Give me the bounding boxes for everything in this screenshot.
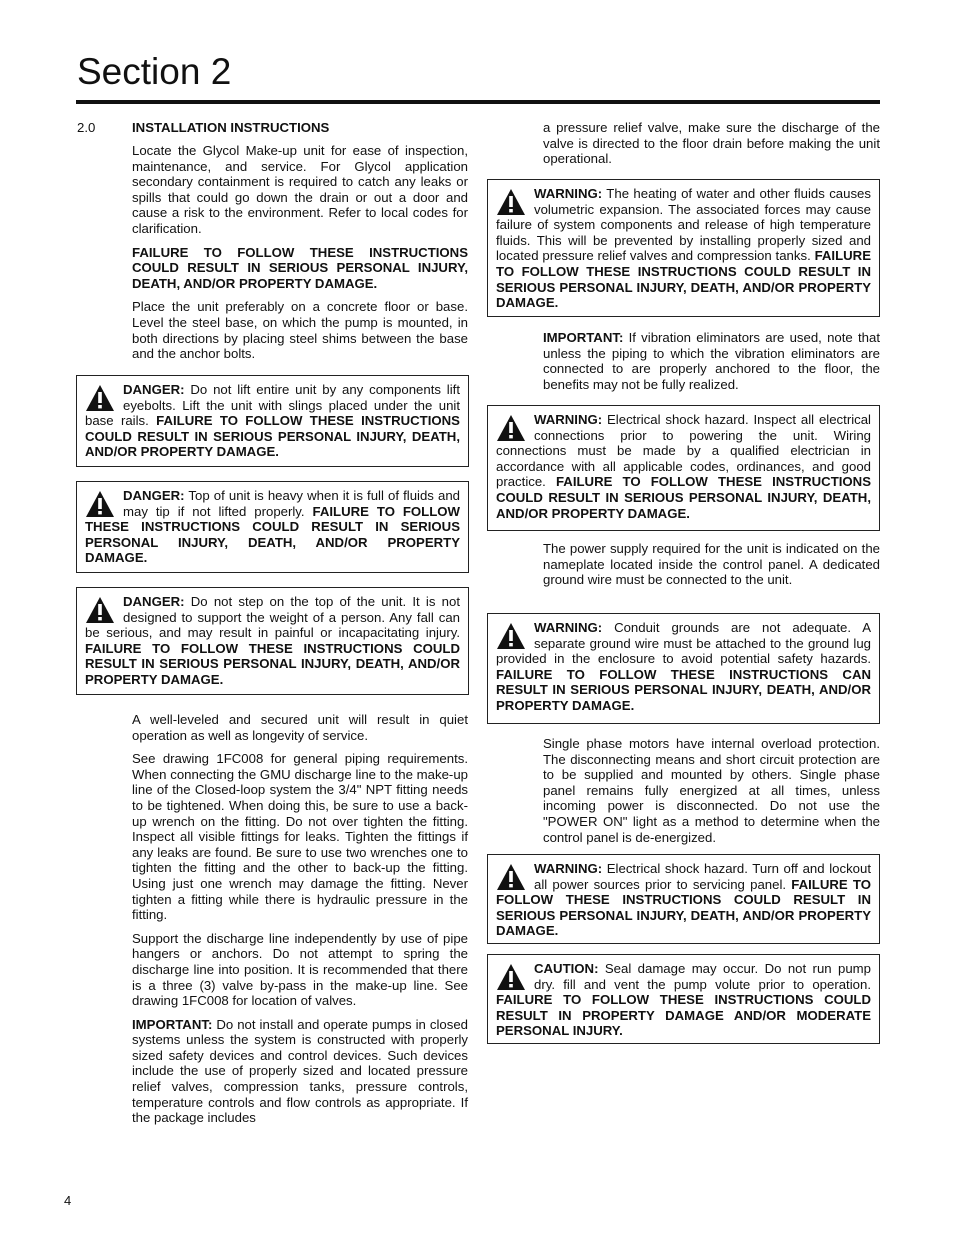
caution-box-seal <box>487 954 880 1044</box>
warning-box-lockout <box>487 854 880 944</box>
danger-box-step <box>76 587 469 695</box>
warning-text: Electrical shock hazard. Inspect all electrical connections prior to powering the unit. Wiring connections must be made by a qualified electrician in accordance with all applicable codes, ordinances, and good practice. <box>496 412 871 490</box>
right-paragraph-1: a pressure relief valve, make sure the discharge of the valve is directed to the floor drain before making the unit operational. <box>543 120 880 167</box>
warning-label: WARNING: <box>534 620 603 635</box>
warning-triangle-icon <box>496 963 526 991</box>
title-rule <box>76 100 880 104</box>
warning-failure-text: FAILURE TO FOLLOW THESE INSTRUCTIONS COULD RESULT IN SERIOUS PERSONAL INJURY, DEATH, AND/OR PROPERTY DAMAGE. <box>496 474 871 521</box>
right-paragraph-4: Single phase motors have internal overload protection. The disconnecting means and short circuit protection are to be supplied and mounted by others. Single phase panel remains fully energized at all times, unless incoming power is disconnected. Do not use the "POWER ON" light as a method to determine when the control panel is de-energized. <box>543 736 880 845</box>
warning-triangle-icon <box>85 596 115 624</box>
warning-label: WARNING: <box>534 186 603 201</box>
right-column-intro <box>543 120 880 167</box>
danger-label: DANGER: <box>123 488 185 503</box>
warning-failure-text: FAILURE TO FOLLOW THESE INSTRUCTIONS CAN RESULT IN SERIOUS PERSONAL INJURY, DEATH, AND/OR PROPERTY DAMAGE. <box>496 666 871 713</box>
warning-text: Electrical shock hazard. Turn off and lockout all power sources prior to servicing panel. <box>534 861 871 892</box>
warning-failure-text: FAILURE TO FOLLOW THESE INSTRUCTIONS COULD RESULT IN SERIOUS PERSONAL INJURY, DEATH, AND/OR PROPERTY DAMAGE. <box>496 248 871 311</box>
danger-label: DANGER: <box>123 594 185 609</box>
warning-triangle-icon <box>496 414 526 442</box>
left-failure-notice: FAILURE TO FOLLOW THESE INSTRUCTIONS COULD RESULT IN SERIOUS PERSONAL INJURY, DEATH, AND/OR PROPERTY DAMAGE. <box>132 244 468 291</box>
warning-text: Conduit grounds are not adequate. A separate ground wire must be attached to the ground lug provided in the enclosure to avoid potential safety hazards. <box>496 620 871 667</box>
danger-failure-text: FAILURE TO FOLLOW THESE INSTRUCTIONS COULD RESULT IN SERIOUS PERSONAL INJURY, DEATH, AND/OR PROPERTY DAMAGE. <box>85 503 461 566</box>
page-title: Section 2 <box>77 51 232 92</box>
danger-failure-text: FAILURE TO FOLLOW THESE INSTRUCTIONS COULD RESULT IN SERIOUS PERSONAL INJURY, DEATH, AND/OR PROPERTY DAMAGE. <box>85 413 460 460</box>
warning-label: WARNING: <box>534 861 603 876</box>
important-label: IMPORTANT: <box>543 330 624 345</box>
danger-box-heavy <box>76 481 469 573</box>
left-paragraph-7: Do not install and operate pumps in closed systems unless the system is constructed with properly sized safety devices and control devices. Such devices include the use of properly sized and located pressure relief valves, compression tanks, pressure controls, temperature controls and flow controls as appropriate. If the package includes <box>132 1016 468 1126</box>
danger-text: Top of unit is heavy when it is full of fluids and may tip if not lifted properly. <box>123 488 460 519</box>
left-column-body <box>132 712 468 1126</box>
warning-triangle-icon <box>496 188 526 216</box>
danger-failure-text: FAILURE TO FOLLOW THESE INSTRUCTIONS COULD RESULT IN SERIOUS PERSONAL INJURY, DEATH, AND/OR PROPERTY DAMAGE. <box>85 640 460 687</box>
left-paragraph-6: Support the discharge line independently by use of pipe hangers or anchors. Do not attempt to spring the discharge line into position. It is recommended that there is a three (3) valve by-pass in the make-up line. See drawing 1FC008 for location of valves. <box>132 930 468 1009</box>
danger-text: Do not step on the top of the unit. It is not designed to support the weight of a person. Any fall can be serious, and may result in painful or incapacitating injury. <box>85 594 460 641</box>
left-paragraph-5: See drawing 1FC008 for general piping requirements. When connecting the GMU discharge line to the make-up line of the Closed-loop system the 3/4" NPT fitting needs to be tightened. When doing this, be sure to use a back-up wrench on the fitting. Do not over tighten the fitting. Inspect all visible fittings for leaks. Tighten the fittings if any leaks are found. Be sure to use two wrenches one to tighten the fitting and the other to back-up the fitting. Using just one wrench may damage the fitting. Never tighten a fitting while there is hydraulic pressure in the fitting. <box>132 751 468 923</box>
warning-triangle-icon <box>85 490 115 518</box>
warning-triangle-icon <box>496 622 526 650</box>
right-paragraph-3: The power supply required for the unit is indicated on the nameplate located inside the control panel. A dedicated ground wire must be connected to the unit. <box>543 541 880 588</box>
section-number: 2.0 <box>77 120 96 135</box>
page-number: 4 <box>64 1193 72 1208</box>
left-paragraph-3: Place the unit preferably on a concrete floor or base. Level the steel base, on which the pump is mounted, in both directions by placing steel shims between the base and the anchor bolts. <box>132 299 468 362</box>
left-paragraph-1: Locate the Glycol Make-up unit for ease of inspection, maintenance, and service. For Glycol application secondary containment is required to catch any leaks or spills that could go down the drain or out a door and cause a risk to the environment. Refer to local codes for clarification. <box>132 143 468 236</box>
right-motor-block <box>543 736 880 845</box>
warning-triangle-icon <box>496 863 526 891</box>
danger-label: DANGER: <box>123 382 185 397</box>
warning-failure-text: FAILURE TO FOLLOW THESE INSTRUCTIONS COULD RESULT IN SERIOUS PERSONAL INJURY, DEATH, AND/OR PROPERTY DAMAGE. <box>496 876 872 939</box>
right-paragraph-2: If vibration eliminators are used, note that unless the piping to which the vibration eliminators are connected to are properly anchored to the floor, the benefits may not be fully realized. <box>543 330 880 392</box>
danger-text: Do not lift entire unit by any components lift eyebolts. Lift the unit with slings placed under the unit base rails. <box>85 382 460 429</box>
caution-failure-text: FAILURE TO FOLLOW THESE INSTRUCTIONS COULD RESULT IN PROPERTY DAMAGE AND/OR MODERATE PERSONAL INJURY. <box>496 992 871 1039</box>
caution-label: CAUTION: <box>534 961 599 976</box>
right-power-block <box>543 541 880 588</box>
important-label: IMPORTANT: <box>132 1016 213 1032</box>
warning-label: WARNING: <box>534 412 603 427</box>
warning-box-expansion <box>487 179 880 317</box>
warning-box-electrical <box>487 405 880 531</box>
left-paragraph-4: A well-leveled and secured unit will result in quiet operation as well as longevity of service. <box>132 712 468 743</box>
warning-box-ground <box>487 613 880 724</box>
caution-text: Seal damage may occur. Do not run pump dry. fill and vent the pump volute prior to operation. <box>534 961 871 992</box>
section-heading: INSTALLATION INSTRUCTIONS <box>132 120 330 135</box>
left-column-intro <box>132 143 468 362</box>
warning-text: The heating of water and other fluids causes volumetric expansion. The associated forces may cause failure of system components and release of high temperature fluids. This will be prevented by installing properly sized and located pressure relief valves and compression tanks. <box>496 186 871 264</box>
danger-box-lifting <box>76 375 469 467</box>
right-important-block <box>543 330 880 392</box>
warning-triangle-icon <box>85 384 115 412</box>
